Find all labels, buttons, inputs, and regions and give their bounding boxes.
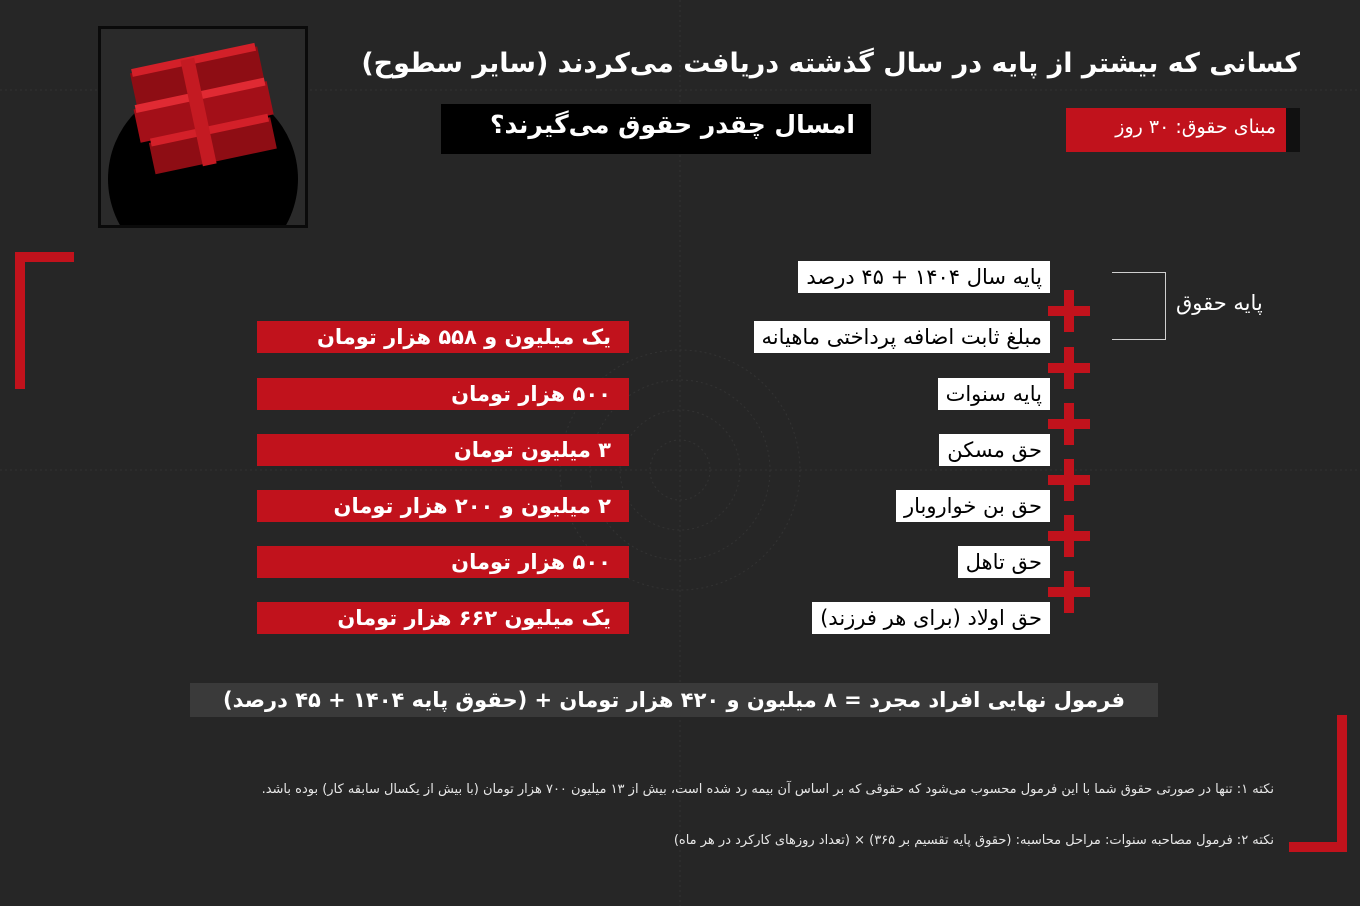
item-label-marriage: حق تاهل — [958, 546, 1050, 578]
base-salary-label: پایه حقوق — [1176, 291, 1263, 315]
plus-icon — [1048, 290, 1090, 332]
plus-icon — [1048, 403, 1090, 445]
item-value-grocery: ۲ میلیون و ۲۰۰ هزار تومان — [257, 490, 629, 522]
item-value-marriage: ۵۰۰ هزار تومان — [257, 546, 629, 578]
item-value-seniority-base: ۵۰۰ هزار تومان — [257, 378, 629, 410]
item-label-fixed-extra: مبلغ ثابت اضافه پرداختی ماهیانه — [754, 321, 1051, 353]
item-value-fixed-extra: یک میلیون و ۵۵۸ هزار تومان — [257, 321, 629, 353]
corner-accent-bottom-right-bar — [1289, 842, 1347, 852]
plus-icon — [1048, 347, 1090, 389]
item-label-housing: حق مسکن — [939, 434, 1050, 466]
note-2: نکته ۲: فرمول مصاحبه سنوات: مراحل محاسبه: (حقوق پایه تقسیم بر ۳۶۵) × (تعداد روزهای کارکرد در هر ماه) — [673, 833, 1274, 848]
item-label-seniority-base: پایه سنوات — [938, 378, 1050, 410]
page-subtitle: امسال چقدر حقوق می‌گیرند؟ — [441, 104, 871, 154]
plus-icon — [1048, 459, 1090, 501]
note-1: نکته ۱: تنها در صورتی حقوق شما با این فرمول محسوب می‌شود که حقوقی که بر اساس آن بیمه رد شده است، بیش از ۱۳ میلیون ۷۰۰ هزار تومان (با بیش از یکسال سابقه کار) بوده باشد. — [261, 782, 1274, 797]
item-label-child: حق اولاد (برای هر فرزند) — [812, 602, 1050, 634]
final-formula: فرمول نهایی افراد مجرد = ۸ میلیون و ۴۲۰ هزار تومان + (حقوق پایه ۱۴۰۴ + ۴۵ درصد) — [190, 683, 1158, 717]
item-value-child: یک میلیون ۶۶۲ هزار تومان — [257, 602, 629, 634]
corner-accent-top-left — [15, 252, 25, 389]
page-title: کسانی که بیشتر از پایه در سال گذشته دریافت می‌کردند (سایر سطوح) — [361, 48, 1300, 79]
corner-accent-bottom-right — [1337, 715, 1347, 852]
salary-basis-badge: مبنای حقوق: ۳۰ روز — [1066, 108, 1300, 152]
corner-accent-top-left-bar — [15, 252, 74, 262]
item-value-housing: ۳ میلیون تومان — [257, 434, 629, 466]
item-label-grocery: حق بن خواروبار — [896, 490, 1050, 522]
item-label-base-1404: پایه سال ۱۴۰۴ + ۴۵ درصد — [798, 261, 1050, 293]
plus-icon — [1048, 571, 1090, 613]
money-stack-thumbnail — [98, 26, 308, 228]
plus-icon — [1048, 515, 1090, 557]
money-stack-icon — [101, 29, 305, 225]
base-salary-bracket — [1112, 272, 1166, 340]
